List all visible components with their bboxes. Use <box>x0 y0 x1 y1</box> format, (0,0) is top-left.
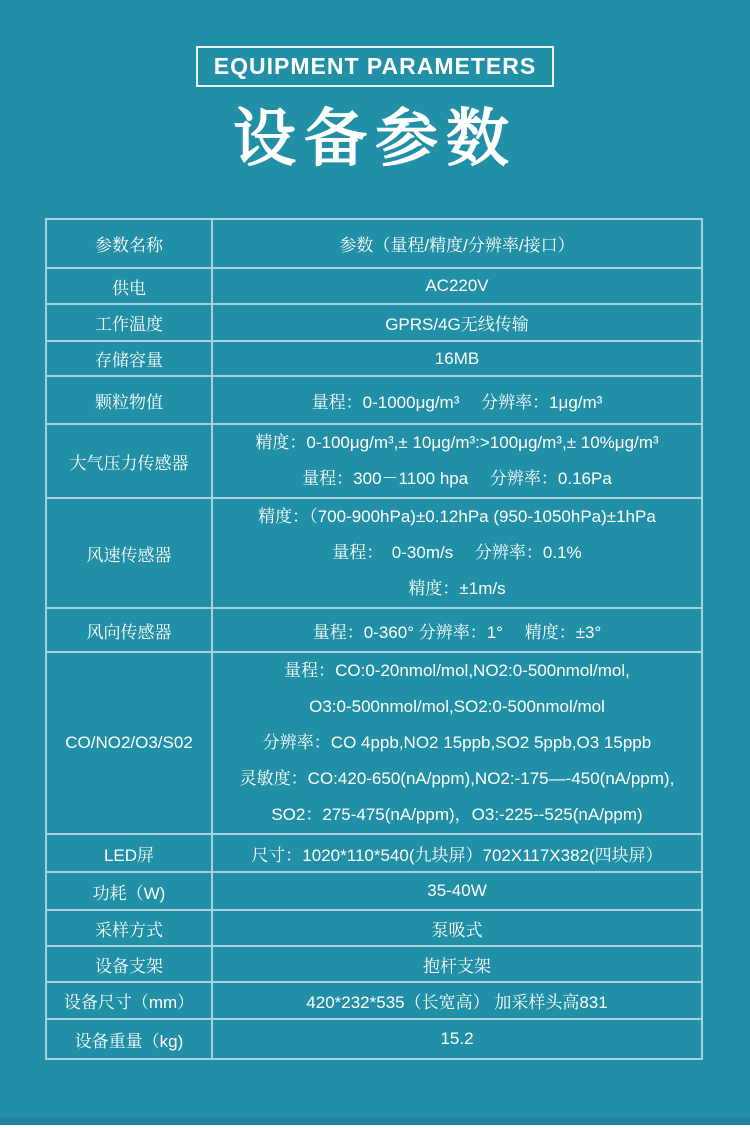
value-line: 量程：0-1000μg/m³ 分辨率：1μg/m³ <box>311 392 603 412</box>
value-line: 抱杆支架 <box>423 956 491 976</box>
value-line: 量程： 0-30m/s 分辨率：0.1% <box>332 543 582 562</box>
value-line: 参数（量程/精度/分辨率/接口） <box>339 236 575 255</box>
value-line: AC220V <box>425 276 489 295</box>
param-value <box>212 304 702 341</box>
table-row <box>46 341 702 376</box>
value-line: 量程：CO:0-20nmol/mol,NO2:0-500nmol/mol, <box>284 661 630 680</box>
param-name: 大气压力传感器 <box>46 424 212 498</box>
table-row <box>46 498 702 608</box>
header-badge-label: EQUIPMENT PARAMETERS <box>213 53 537 79</box>
parameters-table <box>45 218 703 1060</box>
param-value <box>212 652 702 834</box>
param-name: 功耗（W) <box>46 872 212 910</box>
page-header <box>0 0 750 179</box>
table-row <box>46 376 702 424</box>
table-row <box>46 652 702 834</box>
table-row <box>46 219 702 268</box>
value-line: O3:0-500nmol/mol,SO2:0-500nmol/mol <box>309 697 605 716</box>
param-name: 采样方式 <box>46 910 212 946</box>
param-value <box>212 376 702 424</box>
value-line: 420*232*535（长宽高） 加采样头高831 <box>306 993 608 1012</box>
value-line: 35-40W <box>427 881 487 900</box>
value-line: 15.2 <box>440 1029 474 1048</box>
param-name: CO/NO2/O3/S02 <box>46 652 212 834</box>
value-line: 精度：±1m/s <box>408 579 506 598</box>
value-line: 尺寸：1020*110*540(九块屏）702X117X382(四块屏） <box>251 845 663 865</box>
param-value <box>212 946 702 982</box>
bottom-margin <box>0 1125 750 1129</box>
value-line: 分辨率：CO 4ppb,NO2 15ppb,SO2 5ppb,O3 15ppb <box>262 733 652 752</box>
param-name: 颗粒物值 <box>46 376 212 424</box>
param-value <box>212 910 702 946</box>
param-name: 设备重量（kg) <box>46 1019 212 1059</box>
param-name: 设备尺寸（mm） <box>46 982 212 1019</box>
table-row <box>46 946 702 982</box>
param-value <box>212 982 702 1019</box>
param-value <box>212 834 702 872</box>
table-row <box>46 982 702 1019</box>
param-name: 存储容量 <box>46 341 212 376</box>
table-row <box>46 608 702 652</box>
param-name: 风向传感器 <box>46 608 212 652</box>
header-badge <box>196 46 554 87</box>
value-line: SO2：275-475(nA/ppm)，O3:-225--525(nA/ppm) <box>271 805 643 824</box>
value-line: 精度：（700-900hPa)±0.12hPa (950-1050hPa)±1hPa <box>258 507 656 526</box>
param-value <box>212 268 702 304</box>
table-row <box>46 268 702 304</box>
param-name: 参数名称 <box>46 219 212 268</box>
param-value <box>212 608 702 652</box>
value-line: 泵吸式 <box>431 920 483 940</box>
param-value <box>212 498 702 608</box>
param-value <box>212 872 702 910</box>
table-row <box>46 424 702 498</box>
param-value <box>212 424 702 498</box>
table-row <box>46 910 702 946</box>
param-value <box>212 219 702 268</box>
value-line: 量程：0-360° 分辨率：1° 精度：±3° <box>312 622 602 642</box>
value-line: 量程：300－1100 hpa 分辨率：0.16Pa <box>302 469 612 488</box>
table-row <box>46 834 702 872</box>
param-name: 工作温度 <box>46 304 212 341</box>
footer-strip <box>0 1117 750 1125</box>
value-line: GPRS/4G无线传输 <box>385 315 529 334</box>
param-name: 风速传感器 <box>46 498 212 608</box>
page-title: 设备参数 <box>233 104 517 174</box>
table-row <box>46 872 702 910</box>
value-line: 16MB <box>434 348 480 368</box>
table-row <box>46 304 702 341</box>
param-name: LED屏 <box>46 834 212 872</box>
value-line: 灵敏度：CO:420-650(nA/ppm),NO2:-175—-450(nA/ppm), <box>239 769 675 788</box>
param-value <box>212 341 702 376</box>
value-line: 精度：0-100μg/m³,± 10μg/m³:>100μg/m³,± 10%μg/m³ <box>255 433 659 452</box>
param-name: 设备支架 <box>46 946 212 982</box>
param-value <box>212 1019 702 1059</box>
table-row <box>46 1019 702 1059</box>
param-name: 供电 <box>46 268 212 304</box>
